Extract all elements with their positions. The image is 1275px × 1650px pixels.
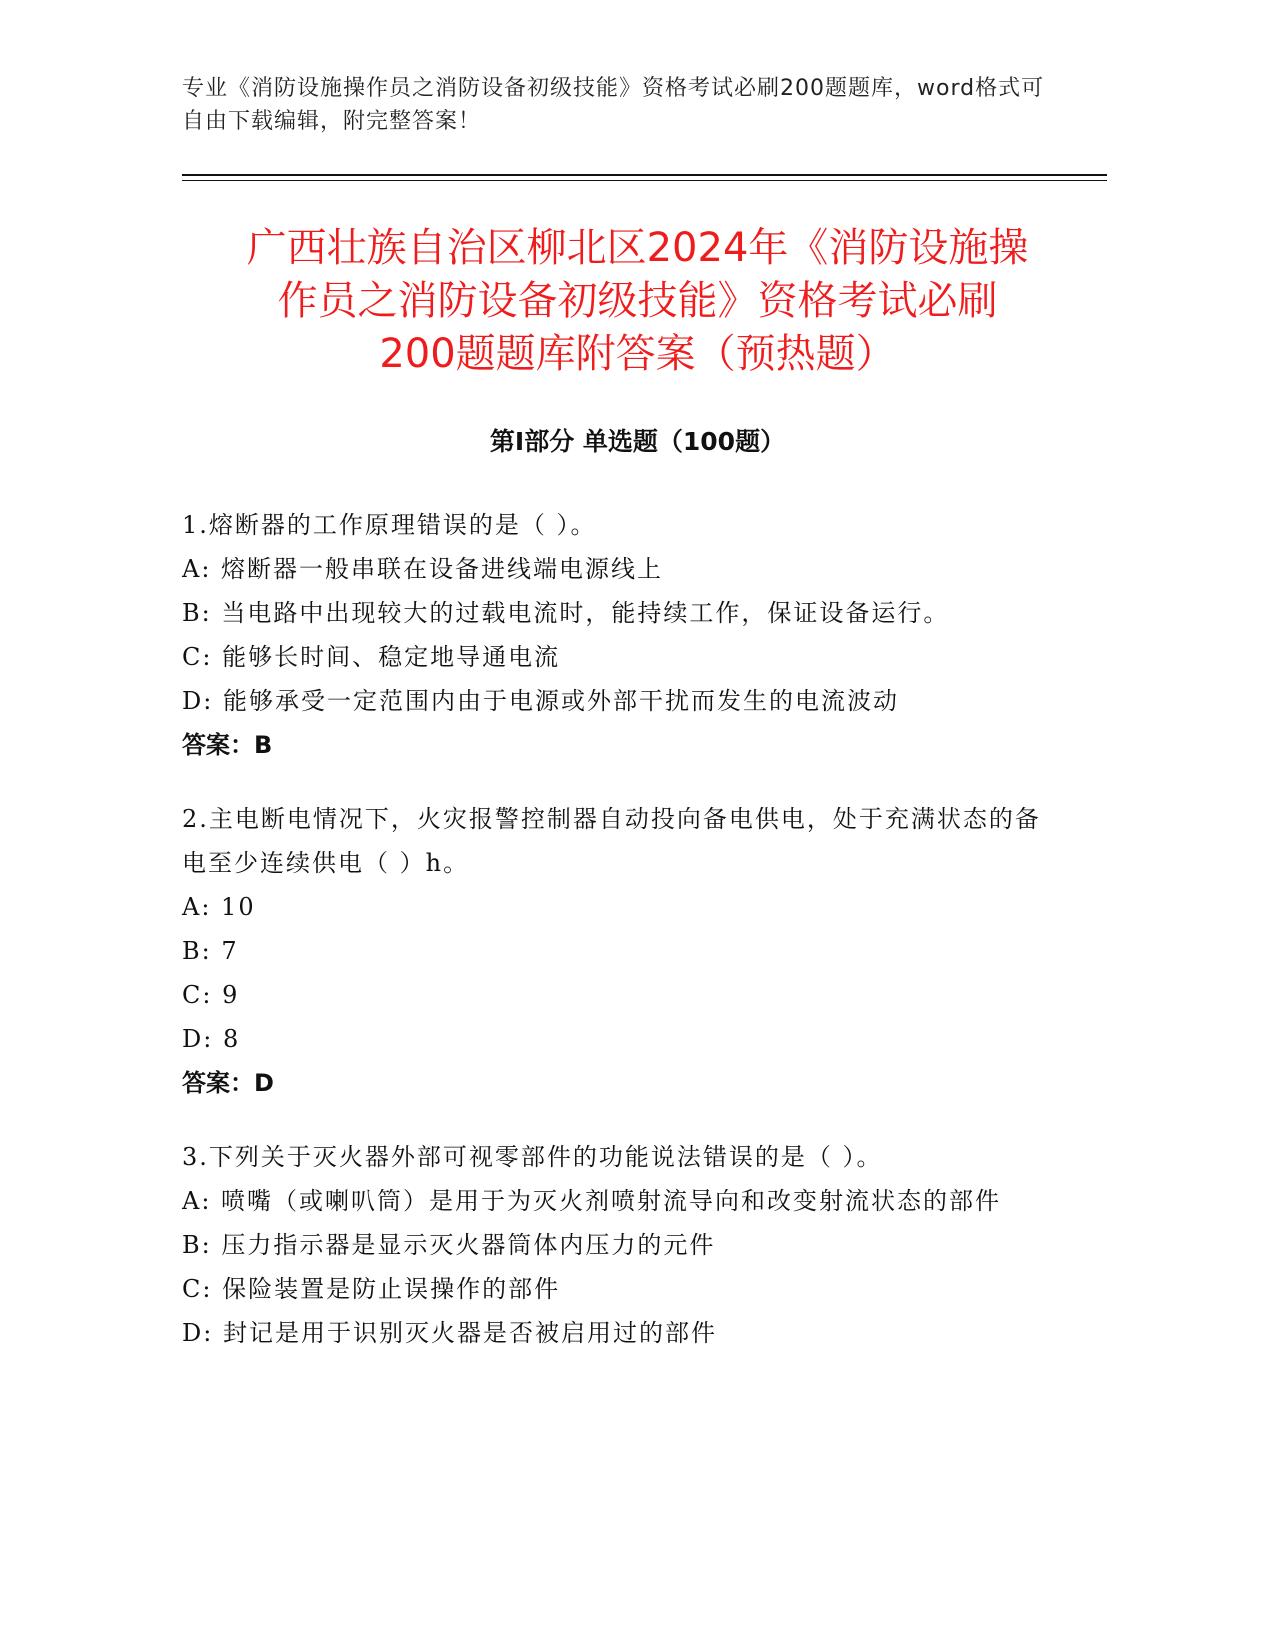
header-divider-thick [182, 174, 1107, 176]
answer: 答案：D [182, 1069, 274, 1097]
option-d: D: 封记是用于识别灭火器是否被启用过的部件 [182, 1319, 717, 1347]
option-c: C: 保险装置是防止误操作的部件 [182, 1275, 561, 1303]
header-note: 专业《消防设施操作员之消防设备初级技能》资格考试必刷200题题库，word格式可自由下载编辑，附完整答案！ [182, 76, 1045, 134]
title-line-2: 作员之消防设备初级技能》资格考试必刷 [277, 278, 998, 324]
question-list [182, 503, 1042, 1385]
question-1 [182, 503, 1042, 767]
title-line-3: 200题题库附答案（预热题） [379, 331, 896, 377]
title-line-1: 广西壮族自治区柳北区2024年《消防设施操 [246, 225, 1029, 271]
option-b: B: 7 [182, 937, 239, 965]
question-stem: 2.主电断电情况下，火灾报警控制器自动投向备电供电，处于充满状态的备电至少连续供电（ ）h。 [182, 805, 1041, 877]
question-stem: 3.下列关于灭火器外部可视零部件的功能说法错误的是（ ）。 [182, 1143, 883, 1171]
option-c: C: 能够长时间、稳定地导通电流 [182, 643, 561, 671]
header-divider-thin [182, 180, 1107, 181]
document-title [150, 222, 1125, 381]
option-d: D: 8 [182, 1025, 241, 1053]
section-title: 第I部分 单选题（100题） [489, 427, 786, 456]
option-b: B: 压力指示器是显示灭火器筒体内压力的元件 [182, 1231, 716, 1259]
option-a: A: 喷嘴（或喇叭筒）是用于为灭火剂喷射流导向和改变射流状态的部件 [182, 1187, 1002, 1215]
option-b: B: 当电路中出现较大的过载电流时，能持续工作，保证设备运行。 [182, 599, 950, 627]
answer: 答案：B [182, 731, 273, 759]
question-2 [182, 797, 1042, 1105]
option-d: D: 能够承受一定范围内由于电源或外部干扰而发生的电流波动 [182, 687, 899, 715]
option-a: A: 熔断器一般串联在设备进线端电源线上 [182, 555, 664, 583]
option-a: A: 10 [182, 893, 256, 921]
option-c: C: 9 [182, 981, 240, 1009]
question-3 [182, 1135, 1042, 1355]
question-stem: 1.熔断器的工作原理错误的是（ ）。 [182, 511, 597, 539]
